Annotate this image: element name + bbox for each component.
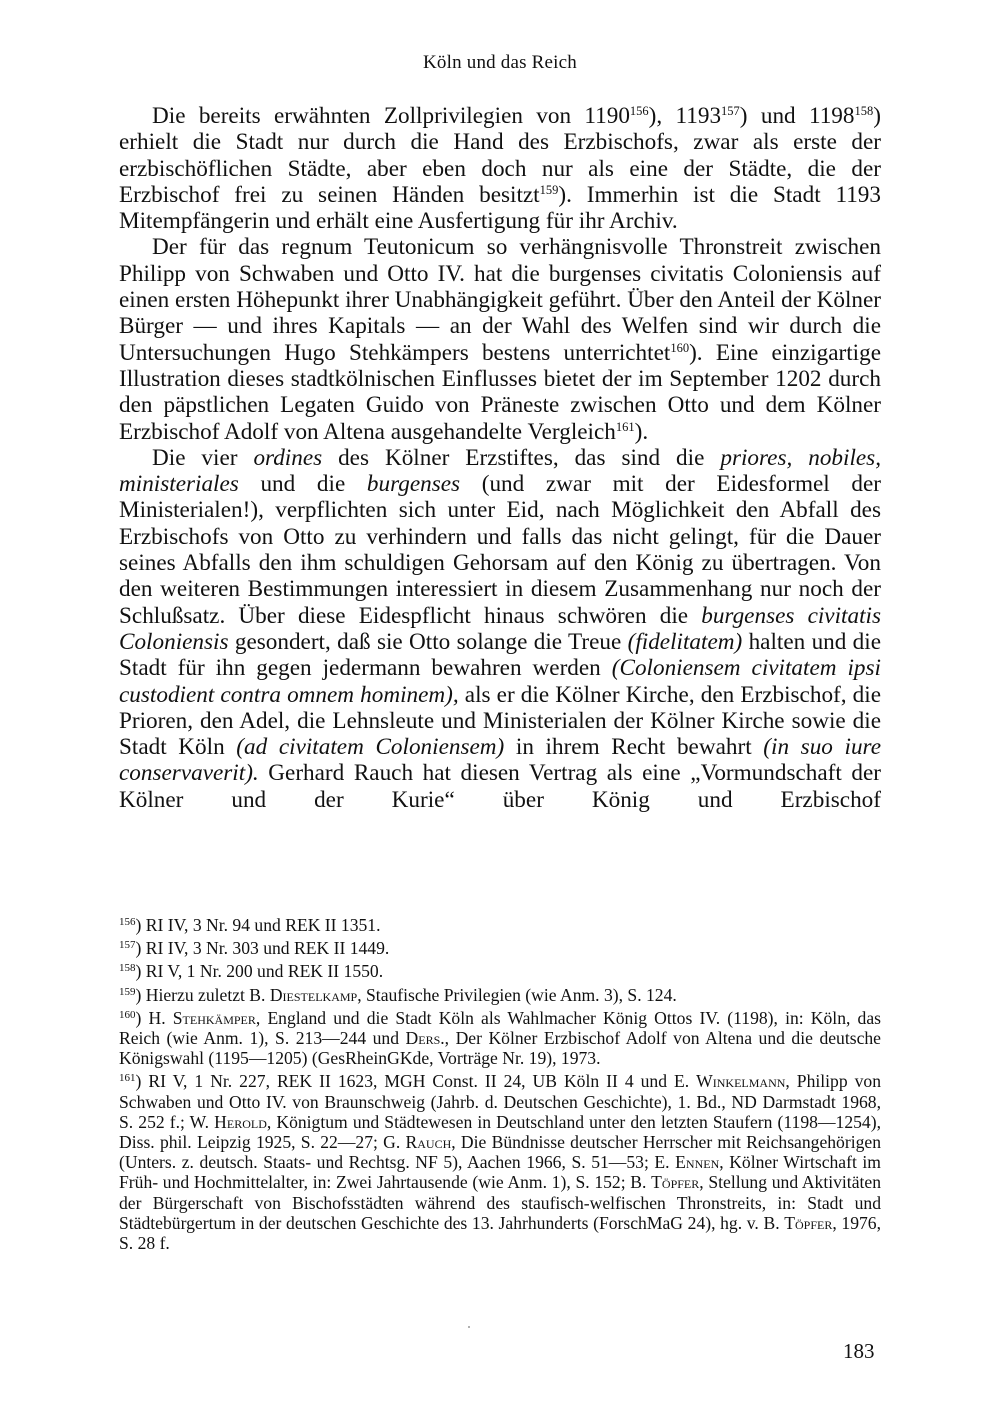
text-run: ) RI V, 1 Nr. 200 und REK II 1550. [135,961,384,982]
page-mark [468,1326,470,1328]
footnote-ref: 159 [119,985,136,998]
text-run: ) und 1198 [739,103,855,129]
text-run: halten und die Stadt für ihn gegen jedermann bewahren werden [119,628,882,682]
author-name: Töpfer [784,1212,833,1233]
text-run: ). Eine einzigartige Illustration dieses stadtkölnischen Einflusses bietet der im September 1202 durch den päpstlichen Legaten Guido von Präneste zwischen Otto und dem Kölner Erzbischof Adolf von Altena ausgehandelte Vergleich [119,339,881,445]
footnote-ref: 156 [119,916,136,928]
text-run: , Der Kölner Erzbischof Adolf von Altena und die deutsche Königswahl (1195—1205) (GesRheinGKde, Vorträge Nr. 19), 1973. [119,1028,881,1069]
author-name: Diestelkamp [269,984,358,1005]
italic-text: ordines [253,444,323,471]
paragraph [119,103,881,234]
text-run: , Philipp von Schwaben und Otto IV. von Braunschweig (Jahrb. d. Deutschen Geschichte), 1. Bd., ND Darmstadt 1968, S. 252 f.; W. [119,1071,882,1132]
paragraph [119,234,881,444]
text-run: , 1976, S. 28 f. [119,1212,881,1254]
text-run: , Staufische Privilegien (wie Anm. 3), S. 124. [357,984,677,1005]
italic-text: burgenses civitatis Coloniensis [119,602,881,655]
text-run: ) erhielt die Stadt nur durch die Hand des Erzbischofs, zwar als erste der erzbischöflichen Städte, aber eben doch nur als eine der Städte, die der Erzbischof frei zu seinen Händen besitzt [119,103,881,208]
text-run: als er die Kölner Kirche, den Erzbischof, die Prioren, den Adel, die Lehnsleute und Ministerialen der Kölner Kirche sowie die Stadt Köln [119,681,881,761]
footnote-ref: 160 [119,1008,136,1021]
italic-text: (ad civitatem Coloniensem) [236,734,505,761]
main-text [119,103,881,813]
text-run: ), 1193 [648,103,722,129]
text-run: ) RI IV, 3 Nr. 303 und REK II 1449. [135,938,390,959]
text-run: , Kölner Wirtschaft im Früh- und Hochmittelalter, in: Zwei Jahrtausende (wie Anm. 1), S. 152; B. [119,1152,881,1193]
italic-text: burgenses [366,471,461,498]
text-run: , Stellung und Aktivitäten der Bürgerschaft von Bischofsstädten während des staufisch-welfischen Thronstreits, in: Stadt und Städtebürgertum in der deutschen Geschichte des 13. Jahrhunderts (ForschMaG 24), hg. v. B. [119,1172,881,1233]
text-run: ). Immerhin ist die Stadt 1193 Mitempfängerin und erhält eine Ausfertigung für ihr Archiv. [119,181,881,235]
footnote-ref: 158 [854,104,874,118]
italic-text: (fidelitatem) [627,628,743,655]
footnote [119,1008,881,1069]
text-run: Gerhard Rauch hat diesen Vertrag als eine „Vormundschaft der Kölner und der Kurie“ über König und Erzbischof [119,760,881,813]
author-name: Herold [214,1111,267,1132]
footnote [119,915,881,935]
author-name: Rauch [405,1132,452,1153]
page-number: 183 [843,1339,875,1363]
footnotes [119,915,881,1256]
text-run: , Die Bündnisse deutscher Herrscher mit Reichsangehörigen (Unters. z. deutsch. Staats- und Rechtsg. NF 5), Aachen 1966, S. 51—53; E. [119,1132,881,1173]
footnote-ref: 157 [721,104,740,118]
text-run: ) H. [135,1007,173,1028]
footnote-ref: 156 [629,104,649,118]
text-run: Der für das regnum Teutonicum so verhängnisvolle Thronstreit zwischen Philipp von Schwaben und Otto IV. hat die burgenses civitatis Coloniensis auf einen ersten Höhepunkt ihrer Unabhängigkeit geführt. Über den Anteil der Kölner Bürger — und ihres Kapitals — an der Wahl des Welfen sind wir durch die Untersuchungen Hugo Stehkämpers bestens unterrichtet [119,234,881,366]
footnote-ref: 158 [119,962,136,975]
text-run: gesondert, daß sie Otto solange die Treue [228,628,628,655]
text-run: Die vier [152,444,254,471]
footnote-ref: 160 [670,340,690,355]
text-run: ) RI V, 1 Nr. 227, REK II 1623, MGH Const. II 24, UB Köln II 4 und E. [135,1071,697,1092]
text-run: Die bereits erwähnten Zollprivilegien von 1190 [152,103,630,129]
footnote [119,1071,881,1253]
author-name: Ennen [675,1152,720,1173]
italic-text: priores, nobiles, ministeriales [119,444,881,498]
text-run: , England und die Stadt Köln als Wahlmacher König Ottos IV. (1198), in: Köln, das Reich (wie Anm. 1), S. 213—244 und [119,1007,881,1049]
italic-text: (in suo iure conservaverit). [119,734,881,787]
author-name: Ders. [405,1028,445,1049]
text-run: ) Hierzu zuletzt B. [135,984,270,1005]
author-name: Winkelmann [696,1071,786,1092]
footnote-ref: 161 [615,419,635,434]
text-run: (und zwar mit der Eidesformel der Ministerialen!), verpflichten sich unter Eid, nach Möglichkeit den Abfall des Erzbischofs von Otto zu verhindern und falls das nicht gelingt, für die Dauer seines Abfalls den ihm schuldigen Gehorsam auf den König zu übertragen. Von den weiteren Bestimmungen interessiert in diesem Zusammenhang nur noch der Schlußsatz. Über diese Eidespflicht hinaus schwören die [119,471,881,629]
running-header: Köln und das Reich [423,52,577,73]
text-run: des Kölner Erzstiftes, das sind die [322,444,721,471]
footnote-ref: 159 [539,182,559,197]
footnote [119,985,881,1005]
footnote-ref: 161 [119,1072,136,1085]
author-name: Töpfer [651,1172,700,1193]
paragraph [119,445,881,813]
author-name: Stehkämper [172,1007,256,1028]
text-run: ) RI IV, 3 Nr. 94 und REK II 1351. [135,915,381,935]
text-run: ). [634,418,649,445]
footnote [119,961,881,981]
text-run: , Königtum und Städtewesen in Deutschland unter den letzten Staufern (1198—1254), Diss. phil. Leipzig 1925, S. 22—27; G. [119,1111,881,1153]
footnote [119,938,881,958]
italic-text: (Coloniensem civitatem ipsi custodient contra omnem hominem), [119,655,881,708]
text-run: und die [238,471,367,498]
footnote-ref: 157 [119,939,136,952]
text-run: in ihrem Recht bewahrt [504,734,764,761]
